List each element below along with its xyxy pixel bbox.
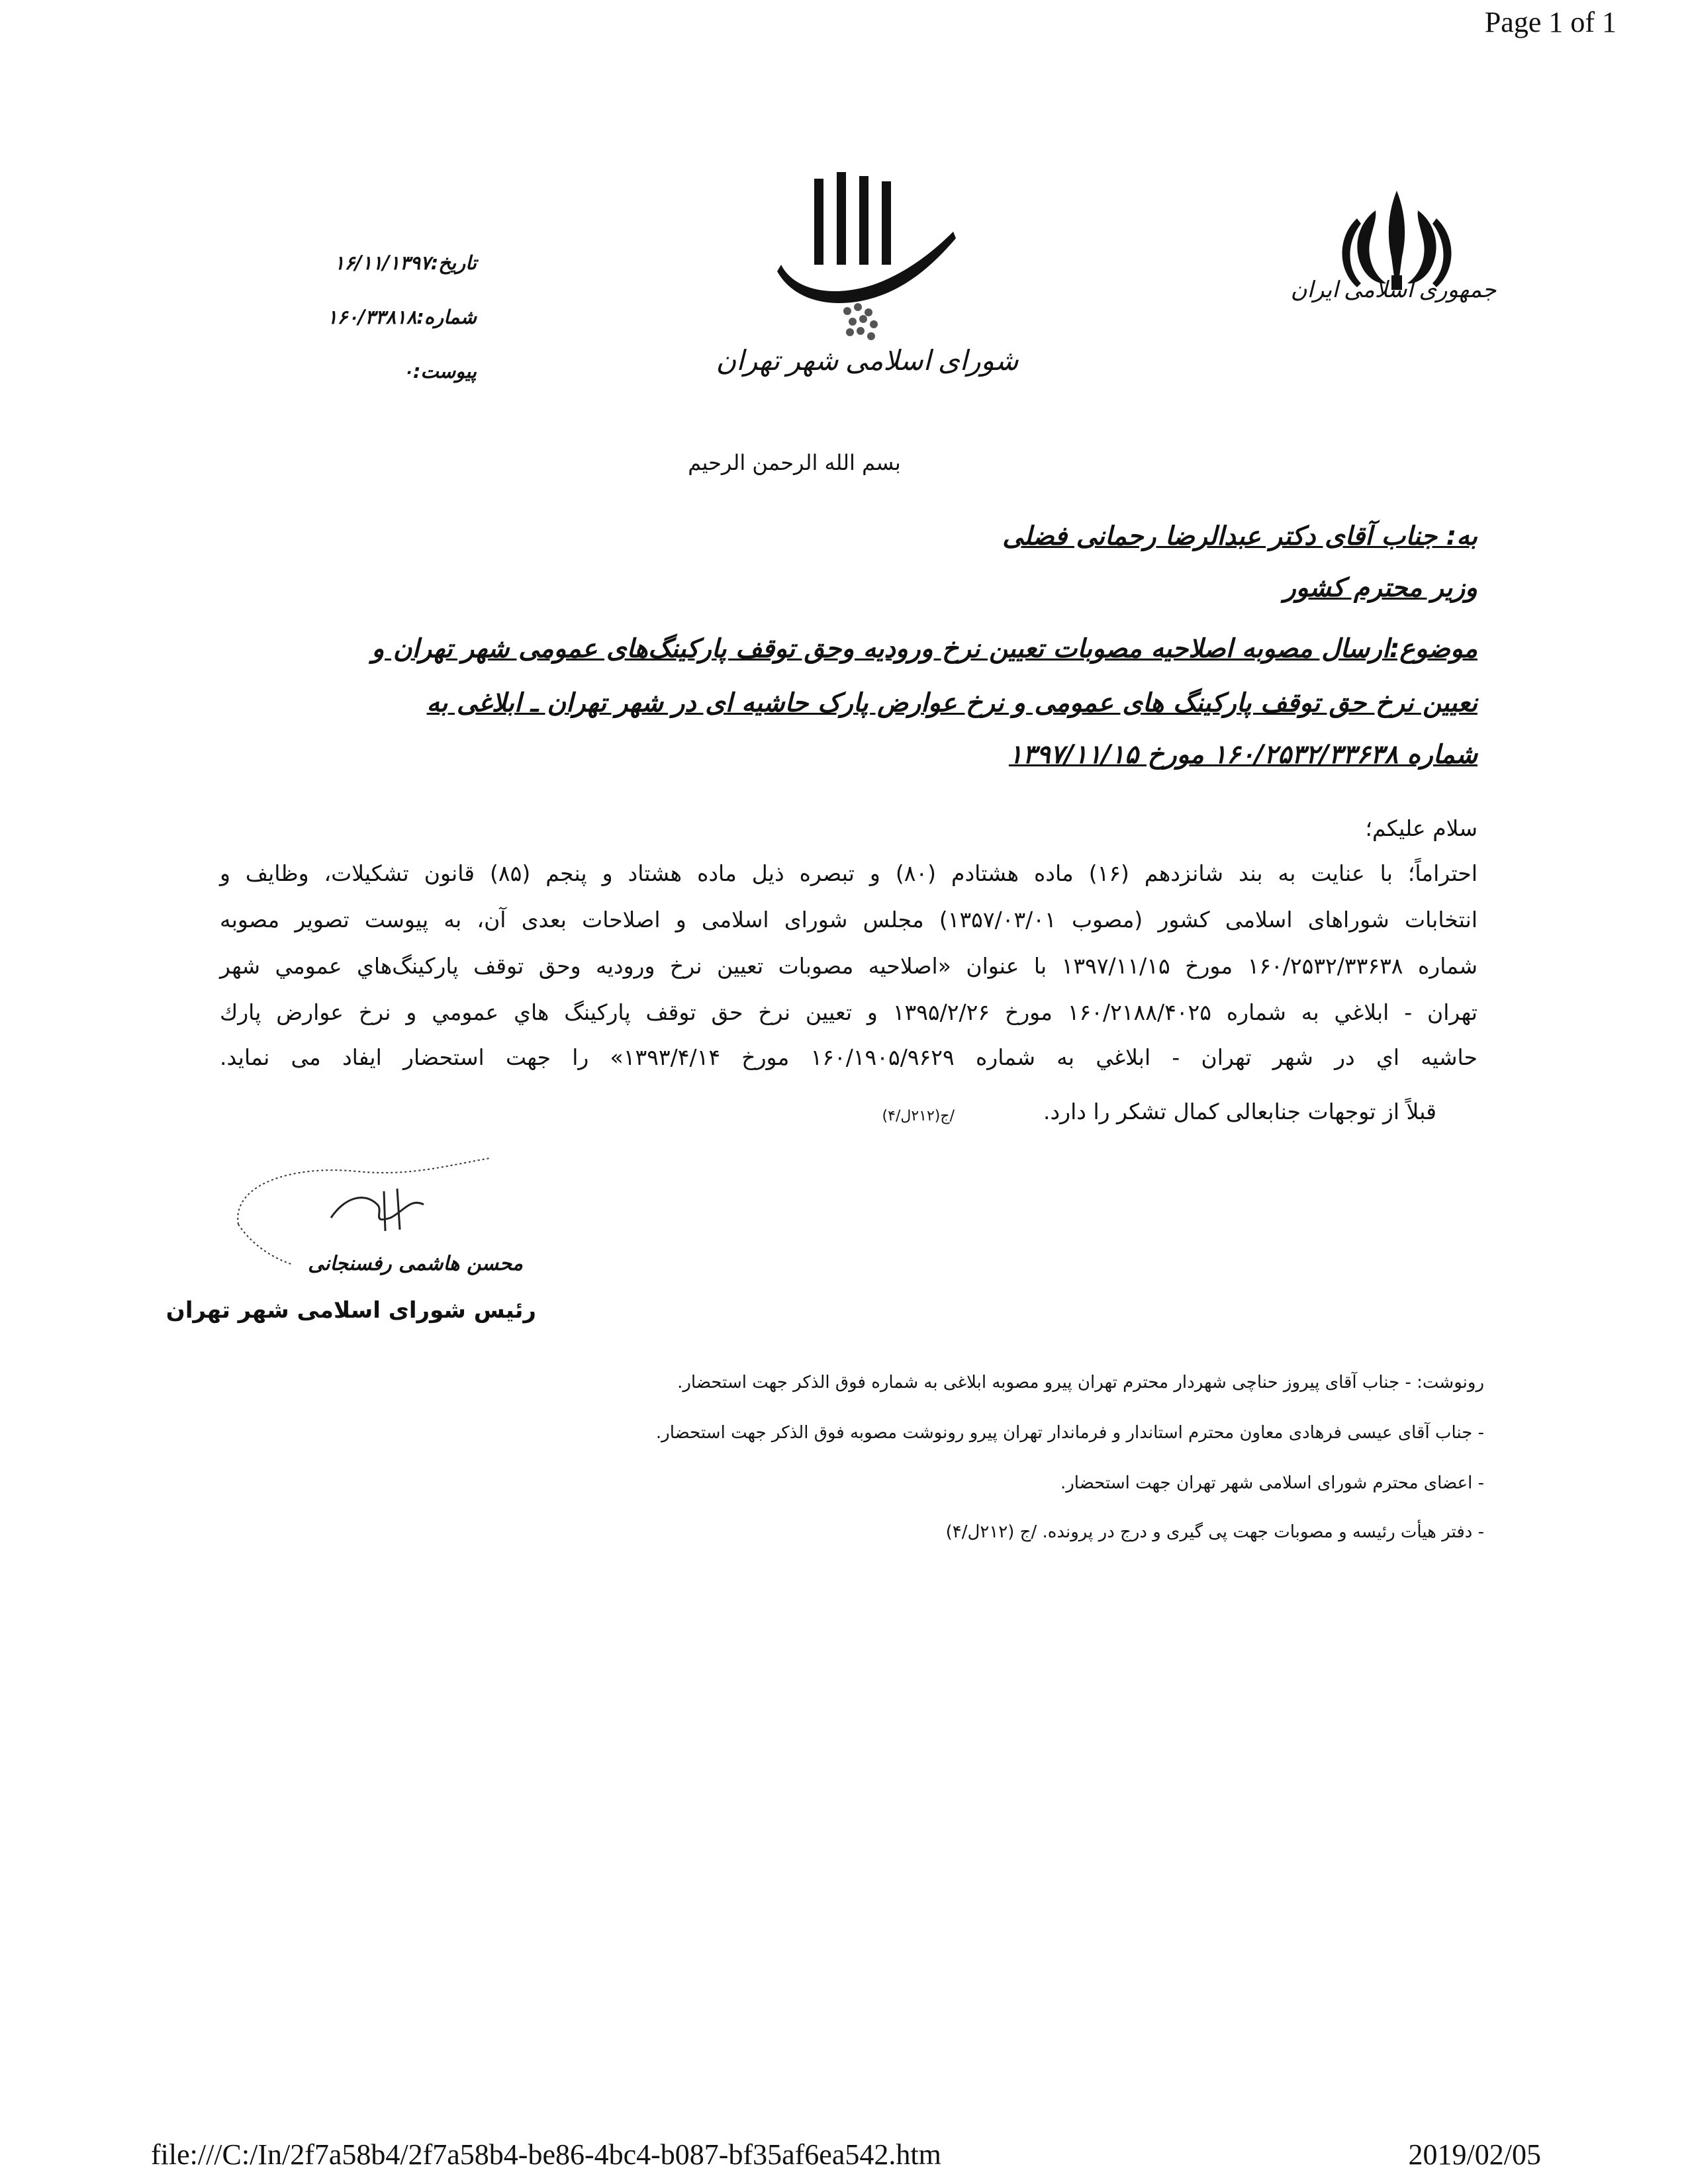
subject-line: موضوع:ارسال مصوبه اصلاحیه مصوبات تعیین نرخ ورودیه وحق توقف پارکینگ‌های عمومی شهر تهران و — [371, 634, 1477, 664]
closing-reference: /ج(۲۱۲ل/۴) — [882, 1108, 955, 1124]
iran-emblem-caption: جمهوری اسلامی ایران — [1290, 278, 1497, 302]
copy-recipient: - جناب آقای عیسی فرهادی معاون محترم استاندار و فرماندار تهران پیرو رونوشت مصوبه فوق الذکر جهت استحضار. — [655, 1423, 1484, 1443]
body-line: انتخابات شوراهای اسلامی کشور (مصوب ۱۳۵۷/۰۳/۰۱) مجلس شورای اسلامی و اصلاحات بعدی آن، به پیوست تصویر مصوبه — [220, 907, 1477, 933]
letter-meta — [252, 251, 477, 414]
body-line: حاشیه اي در شهر تهران - ابلاغي به شماره ۱۶۰/۱۹۰۵/۹۶۲۹ مورخ ۱۳۹۳/۴/۱۴» را جهت استحضار ایفاد می نماید. — [220, 1044, 1477, 1070]
signer-name: محسن هاشمی رفسنجانی — [308, 1252, 523, 1275]
greeting: سلام علیکم؛ — [1365, 815, 1477, 841]
footer-print-date: 2019/02/05 — [1408, 2138, 1541, 2171]
letter-number: شماره:۱۶۰/۳۳۸۱۸ — [327, 306, 477, 328]
page-count: Page 1 of 1 — [1484, 6, 1617, 38]
council-logo-caption: شورای اسلامی شهر تهران — [716, 346, 1019, 377]
letter-date: تاریخ:۱۶/۱۱/۱۳۹۷ — [334, 251, 477, 274]
footer-file-path: file:///C:/In/2f7a58b4/2f7a58b4-be86-4bc4-b087-bf35af6ea542.htm — [151, 2138, 941, 2171]
addressee-title: وزیر محترم کشور — [1283, 573, 1477, 603]
copy-recipient: - دفتر هیأت رئیسه و مصوبات جهت پی گیری و درج در پرونده. /ج (۲۱۲ل/۴) — [945, 1522, 1484, 1542]
body-line: تهران - ابلاغي به شماره ۱۶۰/۲۱۸۸/۴۰۲۵ مورخ ۱۳۹۵/۲/۲۶ و تعیین نرخ حق توقف پارکینگ هاي عمومي و نرخ عوارض پارك — [220, 999, 1477, 1025]
copy-recipient: رونوشت: - جناب آقای پیروز حناچی شهردار محترم تهران پیرو مصوبه ابلاغی به شماره فوق الذکر جهت استحضار. — [677, 1373, 1484, 1392]
tehran-council-logo-icon — [768, 165, 966, 357]
body-line: احتراماً؛ با عنایت به بند شانزدهم (۱۶) ماده هشتادم (۸۰) و تبصره ذیل ماده هشتاد و پنجم (۸۵) قانون تشکیلات، وظایف و — [220, 860, 1478, 886]
subject-line: شماره ۱۶۰/۲۵۳۲/۳۳۶۳۸ مورخ ۱۳۹۷/۱۱/۱۵ — [1008, 740, 1477, 770]
body-line: شماره ۱۶۰/۲۵۳۲/۳۳۶۳۸ مورخ ۱۳۹۷/۱۱/۱۵ با عنوان «اصلاحیه مصوبات تعیین نرخ ورودیه وحق توقف پارکینگ‌هاي عمومي شهر — [220, 953, 1478, 979]
closing-line: قبلاً از توجهات جنابعالی کمال تشکر را دارد. — [1043, 1099, 1436, 1124]
basmala: بسم الله الرحمن الرحیم — [688, 450, 901, 475]
subject-line: نعیین نرخ حق توقف پارکینگ های عمومی و نرخ عوارض پارک حاشیه ای در شهر تهران ـ ابلاغی به — [426, 688, 1477, 718]
letter-attachment: پیوست:۰ — [402, 360, 477, 383]
signer-title: رئیس شورای اسلامی شهر تهران — [165, 1297, 536, 1324]
copy-recipient: - اعضای محترم شورای اسلامی شهر تهران جهت استحضار. — [1060, 1473, 1484, 1493]
addressee: به: جناب آقای دکتر عبدالرضا رحمانی فضلی — [1002, 522, 1477, 551]
iran-emblem-icon — [1317, 171, 1476, 330]
